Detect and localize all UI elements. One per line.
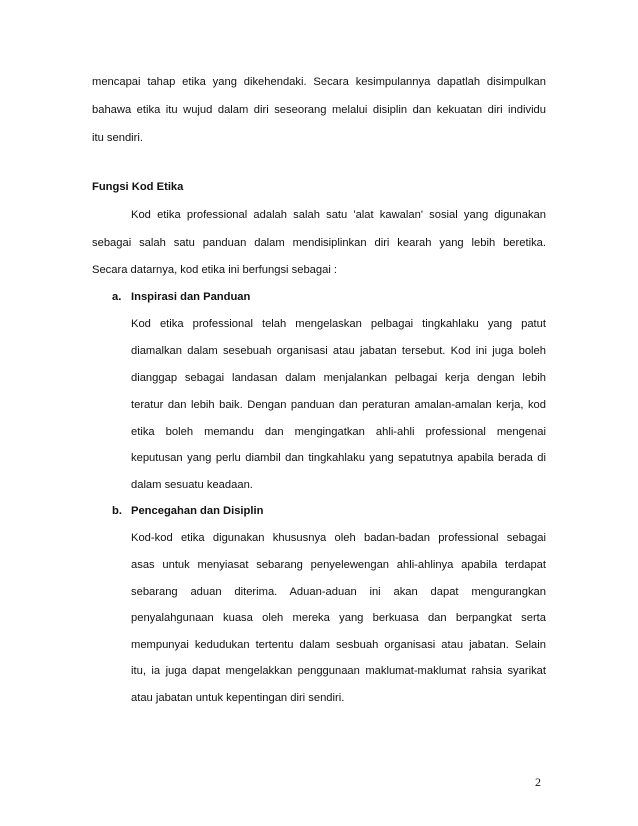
section-paragraph-line: Kod etika professional adalah salah satu 'alat kawalan' sosial yang digunakan [131, 209, 546, 221]
list-item-line: diamalkan dalam sesebuah organisasi atau jabatan tersebut. Kod ini juga boleh [131, 345, 546, 357]
section-paragraph-line: Secara datarnya, kod etika ini berfungsi sebagai : [92, 264, 338, 276]
list-marker: b. [112, 505, 122, 517]
list-item-line: etika boleh memandu dan mengingatkan ahli-ahli professional mengenai [131, 426, 546, 438]
list-item-line: sebarang aduan diterima. Aduan-aduan ini akan dapat mengurangkan [131, 586, 546, 598]
list-item-line: mempunyai kedudukan tertentu dalam sesbuah organisasi atau jabatan. Selain [131, 639, 546, 651]
list-item-line: atau jabatan untuk kepentingan diri sendiri. [131, 692, 345, 704]
intro-line: itu sendiri. [92, 132, 143, 144]
list-item-line: dianggap sebagai landasan dalam menjalankan pelbagai kerja dengan lebih [131, 372, 546, 384]
list-item-line: dalam sesuatu keadaan. [131, 479, 253, 491]
list-item-line: keputusan yang perlu diambil dan tingkahlaku yang sepatutnya apabila berada di [131, 452, 546, 464]
list-item-title: Inspirasi dan Panduan [131, 291, 251, 303]
page-number: 2 [535, 775, 541, 789]
list-item-line: asas untuk menyiasat sebarang penyelewengan ahli-ahlinya apabila terdapat [131, 559, 546, 571]
list-item-line: teratur dan lebih baik. Dengan panduan dan peraturan amalan-amalan kerja, kod [131, 399, 546, 411]
list-item-heading [112, 290, 250, 304]
section-heading: Fungsi Kod Etika [92, 181, 184, 193]
intro-line: mencapai tahap etika yang dikehendaki. Secara kesimpulannya dapatlah disimpulkan [92, 76, 546, 88]
list-item-line: itu, ia juga dapat mengelakkan penggunaan maklumat-maklumat rahsia syarikat [131, 665, 546, 677]
list-item-title: Pencegahan dan Disiplin [131, 505, 264, 517]
intro-line: bahawa etika itu wujud dalam diri seseorang melalui disiplin dan kekuatan diri individu [92, 104, 546, 116]
list-marker: a. [112, 291, 122, 303]
list-item-line: penyalahgunaan kuasa oleh mereka yang berkuasa dan berpangkat serta [131, 612, 546, 624]
list-item-heading [112, 504, 263, 518]
list-item-line: Kod-kod etika digunakan khususnya oleh badan-badan professional sebagai [131, 532, 546, 544]
section-paragraph-line: sebagai salah satu panduan dalam mendisiplinkan diri kearah yang lebih beretika. [92, 237, 546, 249]
list-item-line: Kod etika professional telah mengelaskan pelbagai tingkahlaku yang patut [131, 318, 546, 330]
